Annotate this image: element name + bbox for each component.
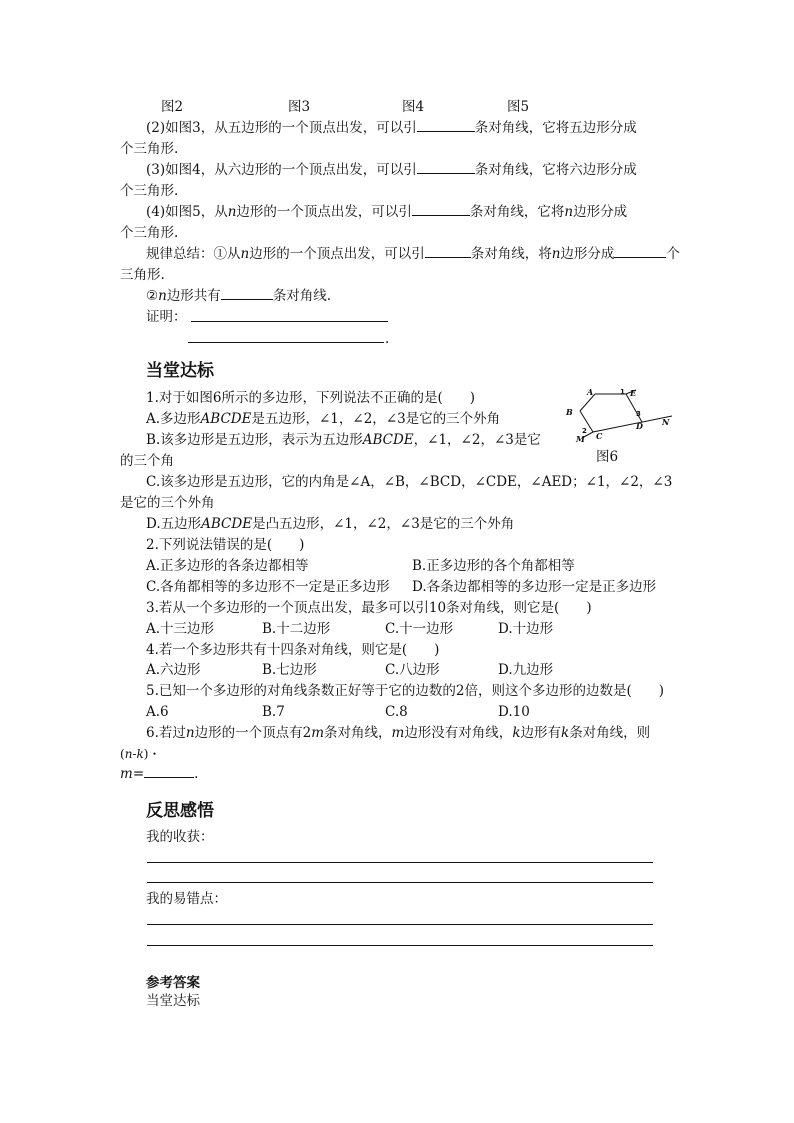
exercise-1-option-d: D.五边形ABCDE是凸五边形，∠1，∠2，∠3是它的三个外角 bbox=[146, 516, 515, 532]
question-3-line: (3)如图4，从六边形的一个顶点出发，可以引 条对角线，它将六边形分成 bbox=[146, 162, 637, 178]
label-n: N bbox=[662, 417, 670, 427]
proof-line-1[interactable] bbox=[191, 321, 388, 322]
angle-1-label: 1 bbox=[620, 388, 625, 396]
exercise-1-option-c-cont: 是它的三个外角 bbox=[120, 495, 215, 511]
exercise-4-option-b[interactable]: B.七边形 bbox=[262, 662, 317, 678]
exercise-5-stem: 5.已知一个多边形的对角线条数正好等于它的边数的2倍，则这个多边形的边数是( ) bbox=[146, 683, 665, 699]
extension-cn bbox=[593, 416, 672, 432]
exercise-6-expression: (n-k)・ bbox=[120, 747, 161, 761]
mistake-label: 我的易错点： bbox=[146, 891, 227, 907]
figure-6-caption: 图6 bbox=[596, 449, 619, 465]
exercise-3-option-a[interactable]: A.十三边形 bbox=[146, 621, 215, 637]
exercise-4-option-d[interactable]: D.九边形 bbox=[498, 662, 554, 678]
answer-blank[interactable] bbox=[425, 245, 471, 258]
label-d: D bbox=[636, 421, 643, 431]
section-heading-exercises: 当堂达标 bbox=[146, 361, 214, 381]
answer-blank[interactable] bbox=[417, 161, 475, 174]
exercise-4-option-c[interactable]: C.八边形 bbox=[385, 662, 440, 678]
gain-label: 我的收获： bbox=[146, 829, 214, 845]
question-4-cont: 个三角形. bbox=[120, 225, 179, 241]
proof-label: 证明： bbox=[146, 309, 187, 325]
gain-line-1[interactable] bbox=[147, 862, 653, 863]
label-c: C bbox=[596, 431, 603, 441]
angle-2-label: 2 bbox=[582, 427, 587, 435]
answer-blank[interactable] bbox=[144, 765, 194, 778]
question-2-line: (2)如图3，从五边形的一个顶点出发，可以引 条对角线，它将五边形分成 bbox=[146, 120, 637, 136]
exercise-1-option-b-cont: 的三个角 bbox=[120, 453, 174, 469]
exercise-5-option-b[interactable]: B.7 bbox=[262, 704, 285, 720]
proof-line-2[interactable] bbox=[188, 342, 384, 343]
figure-6-diagram bbox=[560, 384, 675, 446]
answer-blank[interactable] bbox=[417, 119, 475, 132]
exercise-6-line: 6.若过n边形的一个顶点有2m条对角线，m边形没有对角线，k边形有k条对角线，则 bbox=[146, 725, 651, 741]
exercise-3-option-b[interactable]: B.十二边形 bbox=[262, 621, 331, 637]
label-b: B bbox=[566, 407, 573, 417]
question-4-line: (4)如图5，从n边形的一个顶点出发，可以引 条对角线，它将n边形分成 bbox=[146, 204, 628, 220]
label-e: E bbox=[630, 388, 637, 398]
rule-2-line: ②n边形共有 条对角线. bbox=[146, 288, 332, 304]
exercise-2-option-b[interactable]: B.正多边形的各个角都相等 bbox=[412, 558, 575, 574]
exercise-6-answer: m= . bbox=[120, 766, 199, 782]
exercise-2-option-a[interactable]: A.正多边形的各条边都相等 bbox=[146, 558, 309, 574]
exercise-3-stem: 3.若从一个多边形的一个顶点出发，最多可以引10条对角线，则它是( ) bbox=[146, 600, 592, 616]
label-a: A bbox=[587, 387, 594, 397]
mistake-line-1[interactable] bbox=[147, 924, 653, 925]
figure-label-5: 图5 bbox=[507, 99, 530, 115]
exercise-3-option-c[interactable]: C.十一边形 bbox=[385, 621, 454, 637]
exercise-5-option-d[interactable]: D.10 bbox=[498, 704, 530, 720]
angle-3-label: 3 bbox=[636, 410, 641, 418]
question-3-cont: 个三角形. bbox=[120, 183, 179, 199]
proof-end: . bbox=[385, 331, 390, 347]
gain-line-2[interactable] bbox=[147, 882, 653, 883]
label-m: M bbox=[576, 434, 585, 444]
exercise-1-option-c: C.该多边形是五边形，它的内角是∠A，∠B，∠BCD，∠CDE，∠AED；∠1，∠2，∠3 bbox=[146, 474, 673, 490]
figure-label-3: 图3 bbox=[288, 99, 311, 115]
answer-blank[interactable] bbox=[412, 203, 470, 216]
figure-label-4: 图4 bbox=[402, 99, 425, 115]
question-2-cont: 个三角形. bbox=[120, 141, 179, 157]
exercise-5-option-a[interactable]: A.6 bbox=[146, 704, 169, 720]
rule-summary-cont: 三角形. bbox=[120, 267, 165, 283]
reference-answers-subheading: 当堂达标 bbox=[146, 993, 200, 1009]
reference-answers-heading: 参考答案 bbox=[146, 975, 200, 991]
exercise-2-option-d[interactable]: D.各条边都相等的多边形一定是正多边形 bbox=[412, 579, 657, 595]
exercise-1-option-a: A.多边形ABCDE是五边形，∠1，∠2，∠3是它的三个外角 bbox=[146, 411, 501, 427]
rule-summary-line: 规律总结：①从n边形的一个顶点出发，可以引 条对角线，将n边形分成 个 bbox=[146, 246, 680, 262]
exercise-1-stem: 1.对于如图6所示的多边形，下列说法不正确的是( ) bbox=[146, 390, 476, 406]
answer-blank[interactable] bbox=[221, 287, 273, 300]
exercise-4-stem: 4.若一个多边形共有十四条对角线，则它是( ) bbox=[146, 642, 440, 658]
exercise-3-option-d[interactable]: D.十边形 bbox=[498, 621, 554, 637]
section-heading-reflection: 反思感悟 bbox=[146, 801, 214, 821]
figure-label-2: 图2 bbox=[161, 99, 184, 115]
exercise-2-option-c[interactable]: C.各角都相等的多边形不一定是正多边形 bbox=[146, 579, 390, 595]
exercise-2-stem: 2.下列说法错误的是( ) bbox=[146, 537, 305, 553]
exercise-4-option-a[interactable]: A.六边形 bbox=[146, 662, 201, 678]
exercise-1-option-b: B.该多边形是五边形，表示为五边形ABCDE，∠1，∠2，∠3是它 bbox=[146, 432, 541, 448]
exercise-5-option-c[interactable]: C.8 bbox=[385, 704, 408, 720]
mistake-line-2[interactable] bbox=[147, 945, 653, 946]
answer-blank[interactable] bbox=[614, 245, 666, 258]
